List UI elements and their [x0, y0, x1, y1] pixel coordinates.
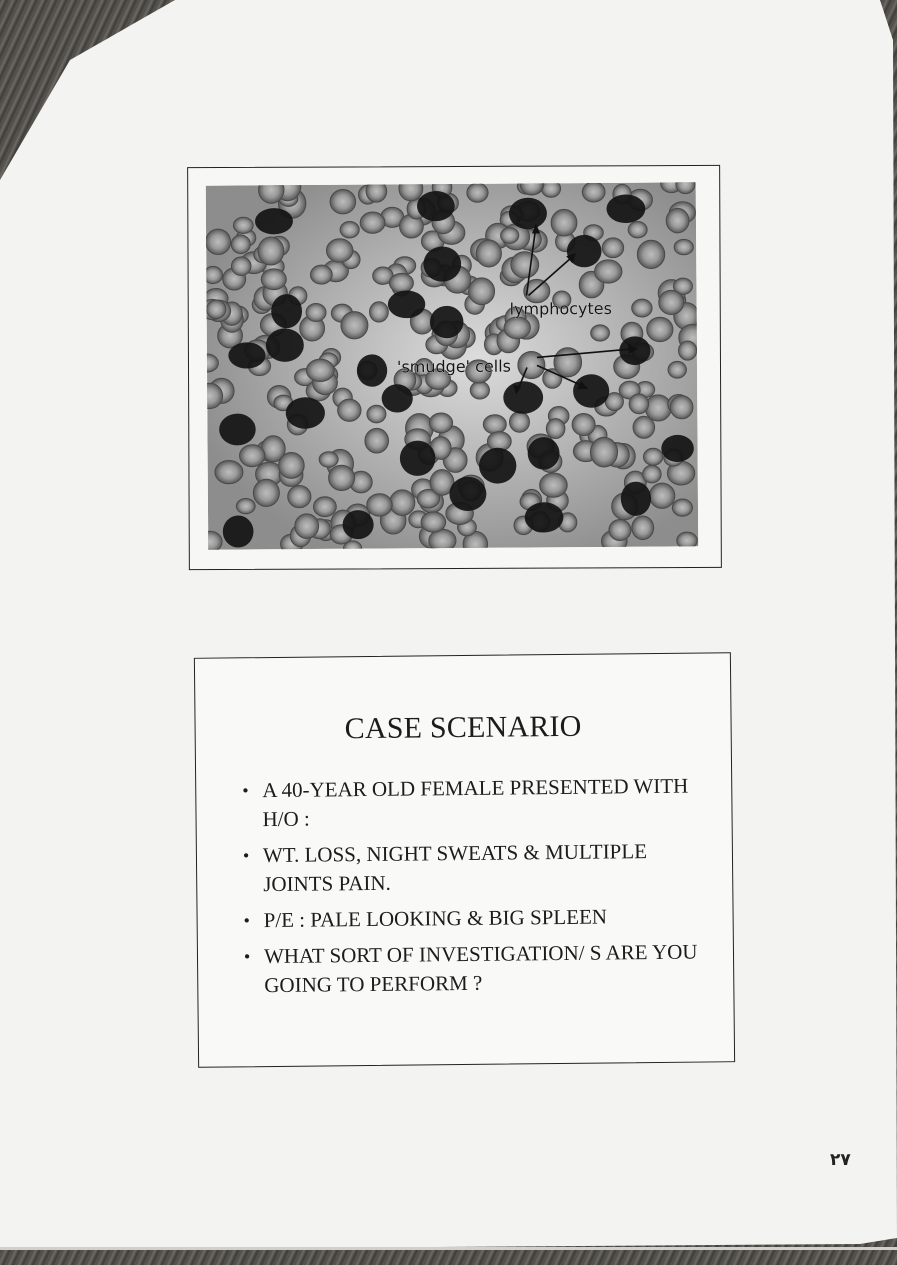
red-blood-cell	[341, 312, 368, 339]
red-blood-cell	[628, 221, 647, 238]
red-blood-cell	[647, 317, 673, 342]
red-blood-cell	[633, 416, 655, 438]
red-blood-cell	[253, 479, 279, 506]
lymphocyte-nucleus	[388, 290, 426, 318]
bullet-text: A 40-YEAR OLD FEMALE PRESENTED WITH H/O :	[262, 773, 689, 832]
red-blood-cell	[483, 415, 506, 434]
list-item	[241, 837, 702, 900]
lymphocyte-nucleus	[382, 384, 413, 412]
lymphocyte-nucleus	[528, 437, 560, 470]
bullet-text: P/E : PALE LOOKING & BIG SPLEEN	[263, 904, 608, 933]
red-blood-cell	[340, 221, 359, 238]
lymphocyte-nucleus	[219, 414, 256, 446]
red-blood-cell	[511, 252, 539, 278]
bullet-icon: •	[242, 845, 250, 866]
lymphocyte-nucleus	[357, 354, 388, 387]
lymphocyte-nucleus	[417, 191, 455, 221]
lymphocyte-nucleus	[400, 440, 436, 476]
red-blood-cell	[330, 189, 356, 214]
lymphocyte-nucleus	[342, 510, 373, 539]
case-scenario-slide	[194, 652, 735, 1068]
lymphocyte-nucleus	[423, 246, 461, 281]
red-blood-cell	[328, 465, 354, 490]
red-blood-cell	[666, 208, 689, 233]
red-blood-cell	[360, 212, 385, 233]
red-blood-cell	[629, 394, 649, 414]
red-blood-cell	[306, 303, 326, 321]
red-blood-cell	[678, 341, 696, 360]
red-blood-cell	[306, 359, 334, 382]
red-blood-cell	[572, 413, 595, 435]
red-blood-cell	[637, 240, 665, 268]
red-blood-cell	[468, 278, 494, 305]
slide-title: CASE SCENARIO	[344, 709, 582, 746]
red-blood-cell	[206, 266, 223, 283]
red-blood-cell	[668, 361, 687, 378]
lymphocytes-label: lymphocytes	[509, 298, 612, 319]
bullet-text: WT. LOSS, NIGHT SWEATS & MULTIPLE JOINTS PAIN.	[262, 839, 648, 897]
red-blood-cell	[390, 490, 415, 516]
list-item	[242, 938, 703, 1001]
red-blood-cell	[279, 452, 305, 478]
red-blood-cell	[313, 497, 336, 517]
red-blood-cell	[674, 239, 693, 255]
red-blood-cell	[206, 229, 231, 255]
red-blood-cell	[429, 413, 452, 433]
lymphocyte-nucleus	[619, 336, 650, 365]
red-blood-cell	[659, 290, 684, 314]
red-blood-cell	[295, 514, 319, 539]
lymphocyte-nucleus	[449, 477, 486, 511]
red-blood-cell	[261, 269, 286, 290]
red-blood-cell	[632, 516, 654, 540]
lymphocyte-nucleus	[228, 342, 265, 368]
red-blood-cell	[258, 237, 284, 265]
smudge-cells-label: 'smudge' cells	[396, 356, 512, 377]
bullet-icon: •	[243, 910, 251, 931]
lymphocyte-nucleus	[606, 194, 645, 223]
red-blood-cell	[233, 217, 253, 233]
red-blood-cell	[551, 209, 577, 236]
lymphocyte-nucleus	[621, 481, 651, 516]
page-number: ٢٧	[830, 1150, 851, 1170]
red-blood-cell	[476, 240, 501, 267]
red-blood-cell	[582, 182, 605, 202]
red-blood-cell	[509, 412, 529, 433]
red-blood-cell	[231, 257, 251, 276]
red-blood-cell	[310, 265, 332, 284]
red-blood-cell	[467, 183, 488, 202]
lymphocyte-nucleus	[661, 435, 694, 462]
bullet-icon: •	[242, 780, 249, 801]
lymphocyte-nucleus	[286, 397, 325, 429]
red-blood-cell	[546, 419, 565, 439]
red-blood-cell	[632, 299, 653, 317]
red-blood-cell	[231, 235, 250, 254]
lymphocyte-nucleus	[255, 208, 293, 234]
lymphocyte-nucleus	[271, 294, 302, 328]
red-blood-cell	[367, 405, 386, 423]
blood-smear-micrograph	[206, 182, 699, 549]
red-blood-cell	[215, 460, 243, 483]
red-blood-cell	[602, 238, 624, 258]
lymphocyte-nucleus	[479, 448, 517, 484]
red-blood-cell	[366, 182, 387, 202]
red-blood-cell	[518, 351, 545, 378]
red-blood-cell	[672, 499, 692, 516]
red-blood-cell	[421, 512, 446, 532]
lymphocyte-nucleus	[503, 381, 543, 414]
list-item	[240, 772, 701, 835]
red-blood-cell	[470, 381, 489, 399]
red-blood-cell	[288, 485, 311, 507]
red-blood-cell	[365, 428, 389, 453]
list-item	[241, 902, 701, 936]
red-blood-cell	[643, 448, 663, 465]
red-blood-cell	[369, 302, 388, 322]
lymphocyte-nucleus	[573, 374, 609, 408]
red-blood-cell	[389, 273, 413, 292]
bullet-icon: •	[243, 946, 251, 967]
red-blood-cell	[541, 182, 560, 197]
red-blood-cell	[367, 494, 393, 517]
lymphocyte-nucleus	[525, 502, 564, 533]
red-blood-cell	[642, 465, 661, 483]
bullet-text: WHAT SORT OF INVESTIGATION/ S ARE YOU GOING TO PERFORM ?	[263, 939, 698, 998]
bullet-list	[240, 772, 702, 1008]
red-blood-cell	[326, 239, 353, 263]
red-blood-cell	[649, 483, 675, 508]
red-blood-cell	[609, 519, 631, 540]
red-blood-cell	[670, 396, 693, 419]
red-blood-cell	[591, 325, 610, 341]
lymphocyte-nucleus	[509, 198, 547, 230]
red-blood-cell	[338, 399, 362, 421]
red-blood-cell	[590, 437, 617, 467]
red-blood-cell	[206, 300, 226, 319]
red-blood-cell	[319, 452, 338, 468]
lymphocyte-nucleus	[223, 515, 254, 547]
red-blood-cell	[554, 348, 582, 377]
lymphocyte-nucleus	[430, 306, 464, 339]
lymphocyte-nucleus	[266, 328, 304, 362]
red-blood-cell	[501, 228, 519, 244]
sheet-edge	[0, 1247, 897, 1250]
red-blood-cell	[504, 317, 531, 339]
red-blood-cell	[239, 445, 265, 467]
red-blood-cell	[236, 498, 255, 514]
red-blood-cell	[594, 260, 622, 283]
red-blood-cell	[540, 473, 568, 497]
